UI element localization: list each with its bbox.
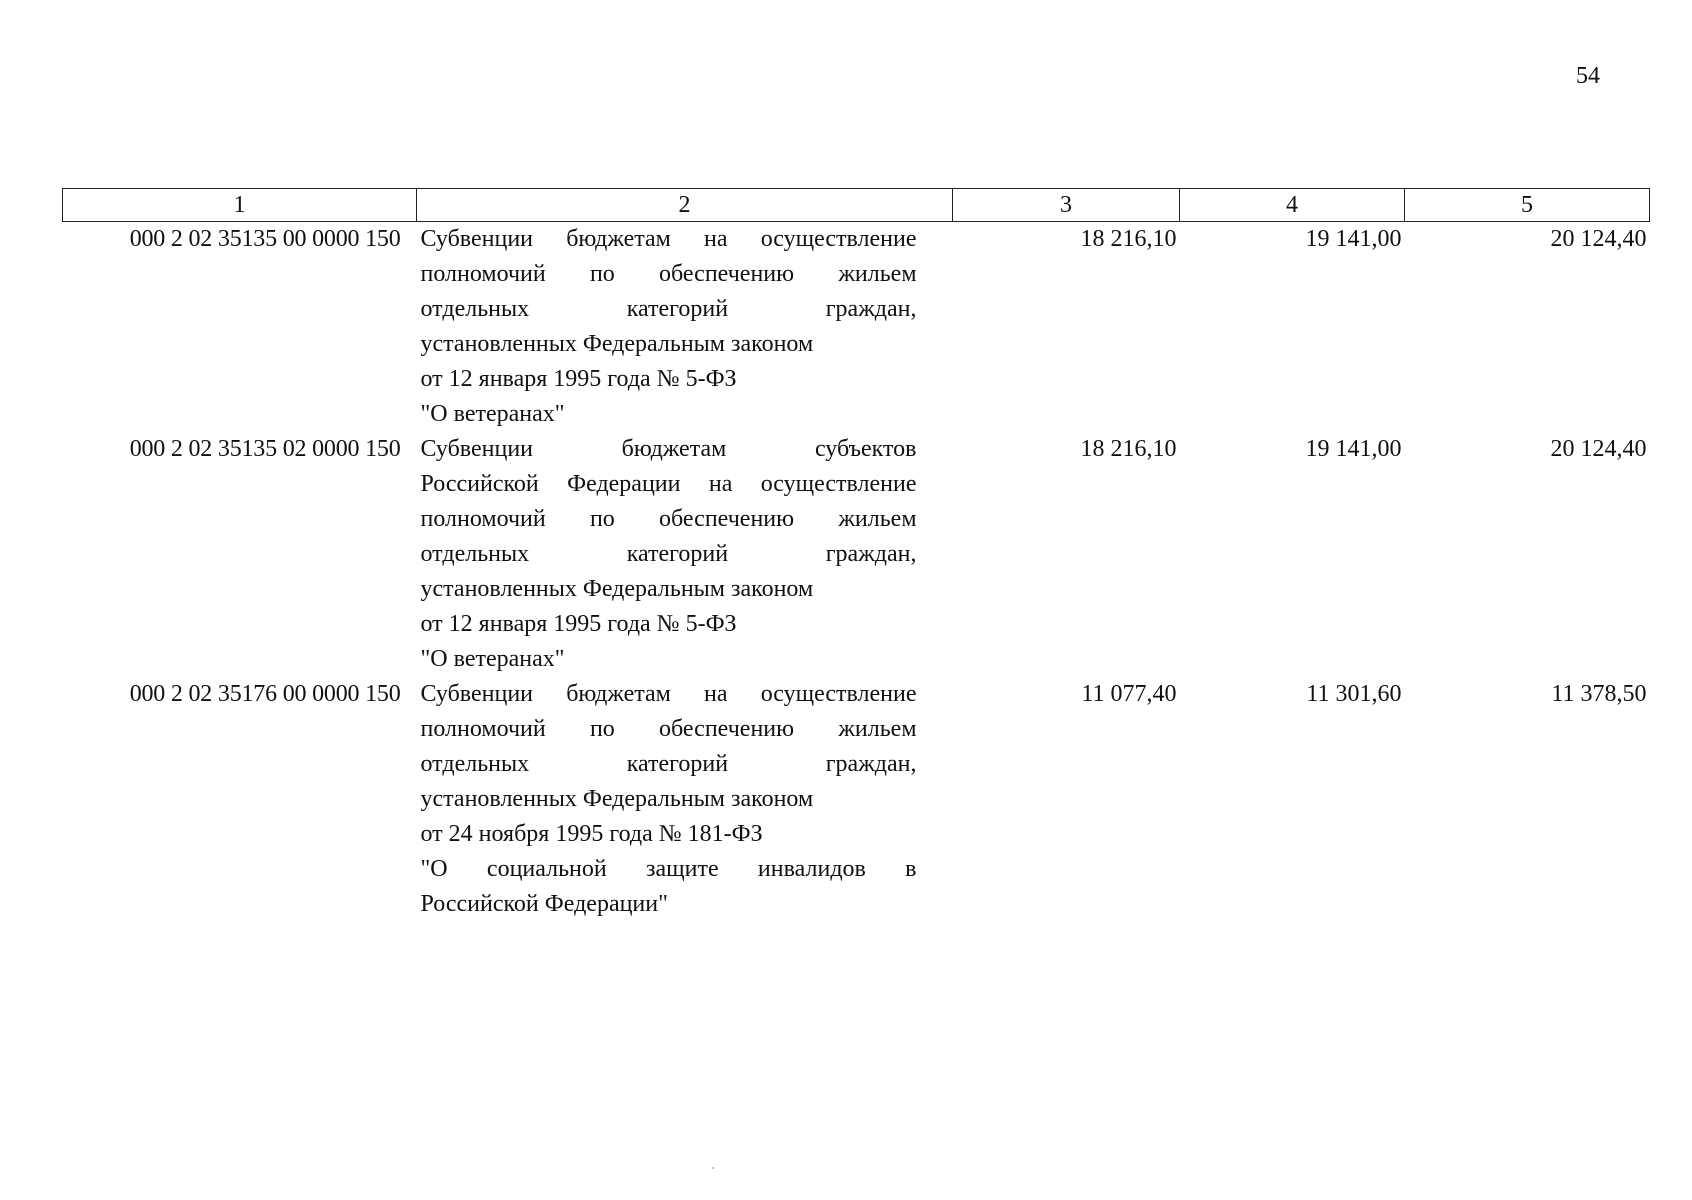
row-name <box>417 677 953 922</box>
row-name-line: от 24 ноября 1995 года № 181-ФЗ <box>420 821 763 847</box>
row-value-col5: 20 124,40 <box>1550 436 1647 462</box>
row-name-line: полномочий по обеспечению жильем <box>420 716 917 742</box>
row-name-line: установленных Федеральным законом <box>420 331 814 357</box>
row-name-line: Субвенции бюджетам на осуществление <box>420 226 917 252</box>
row-name-line: отдельных категорий граждан, <box>420 541 917 567</box>
row-name-line: отдельных категорий граждан, <box>420 751 917 777</box>
row-name-line: "О социальной защите инвалидов в <box>420 856 917 882</box>
row-value-col5: 20 124,40 <box>1550 226 1647 252</box>
row-value-col4: 19 141,00 <box>1305 436 1402 462</box>
header-col-3: 3 <box>953 189 1180 222</box>
row-value-col4: 11 301,60 <box>1306 681 1402 707</box>
table-row <box>63 677 1650 922</box>
row-value-col3: 18 216,10 <box>1080 226 1177 252</box>
header-col-4: 4 <box>1180 189 1405 222</box>
row-name-line: установленных Федеральным законом <box>420 786 814 812</box>
row-name-line: Субвенции бюджетам на осуществление <box>420 681 917 707</box>
row-value-col3: 18 216,10 <box>1080 436 1177 462</box>
row-name <box>417 432 953 677</box>
row-value-col3: 11 077,40 <box>1081 681 1177 707</box>
page-number: 54 <box>1576 63 1600 89</box>
row-name-line: от 12 января 1995 года № 5-ФЗ <box>420 366 737 392</box>
table-header <box>63 189 1650 222</box>
header-col-2: 2 <box>417 189 953 222</box>
budget-table <box>62 188 1650 922</box>
row-name-line: Субвенции бюджетам субъектов <box>420 436 917 462</box>
table-row <box>63 222 1650 433</box>
row-value-col5: 11 378,50 <box>1551 681 1647 707</box>
header-col-5: 5 <box>1405 189 1650 222</box>
table-row <box>63 432 1650 677</box>
row-code: 000 2 02 35176 00 0000 150 <box>129 681 401 707</box>
row-code: 000 2 02 35135 02 0000 150 <box>129 436 401 462</box>
row-name-line: "О ветеранах" <box>420 646 565 672</box>
row-code: 000 2 02 35135 00 0000 150 <box>129 226 401 252</box>
scan-speck <box>712 1167 714 1169</box>
row-name-line: полномочий по обеспечению жильем <box>420 506 917 532</box>
row-name-line: полномочий по обеспечению жильем <box>420 261 917 287</box>
row-name <box>417 222 953 433</box>
row-value-col4: 19 141,00 <box>1305 226 1402 252</box>
row-name-line: Российской Федерации на осуществление <box>420 471 917 497</box>
row-name-line: "О ветеранах" <box>420 401 565 427</box>
header-col-1: 1 <box>63 189 417 222</box>
header-row <box>63 189 1650 222</box>
row-name-line: отдельных категорий граждан, <box>420 296 917 322</box>
row-name-line: от 12 января 1995 года № 5-ФЗ <box>420 611 737 637</box>
row-name-line: Российской Федерации" <box>420 891 668 917</box>
table-body <box>63 222 1650 923</box>
row-name-line: установленных Федеральным законом <box>420 576 814 602</box>
